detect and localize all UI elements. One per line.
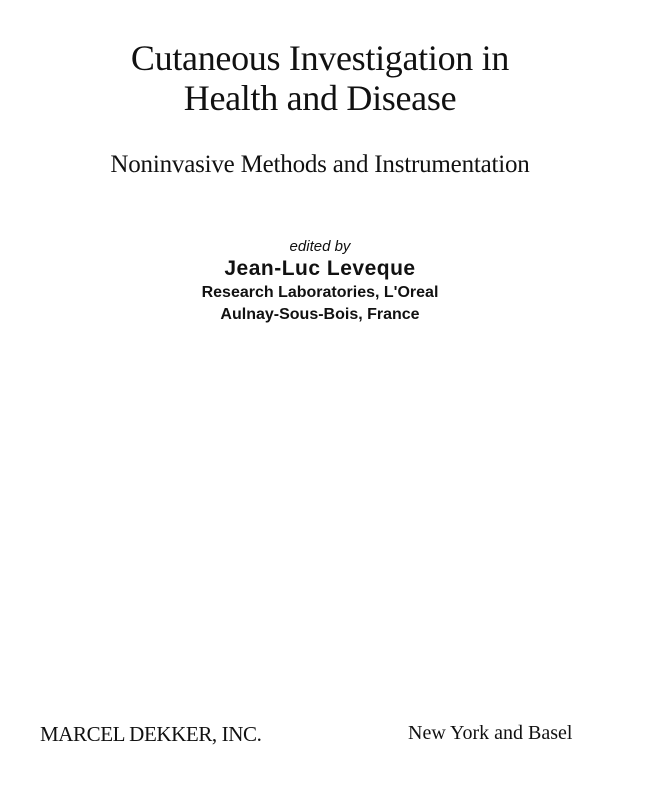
editor-affiliation-line-2: Aulnay-Sous-Bois, France bbox=[220, 306, 420, 323]
book-subtitle: Noninvasive Methods and Instrumentation bbox=[110, 151, 530, 178]
editor-affiliation-line-1: Research Laboratories, L'Oreal bbox=[201, 284, 439, 301]
book-title-line-1: Cutaneous Investigation in bbox=[130, 38, 510, 78]
editor-block bbox=[150, 238, 490, 326]
edited-by-label: edited by bbox=[289, 238, 351, 255]
editor-name: Jean-Luc Leveque bbox=[224, 257, 416, 280]
publisher-location: New York and Basel bbox=[408, 722, 573, 744]
book-title bbox=[40, 38, 600, 118]
book-title-line-2: Health and Disease bbox=[183, 78, 457, 118]
publisher-name: MARCEL DEKKER, INC. bbox=[40, 722, 262, 746]
